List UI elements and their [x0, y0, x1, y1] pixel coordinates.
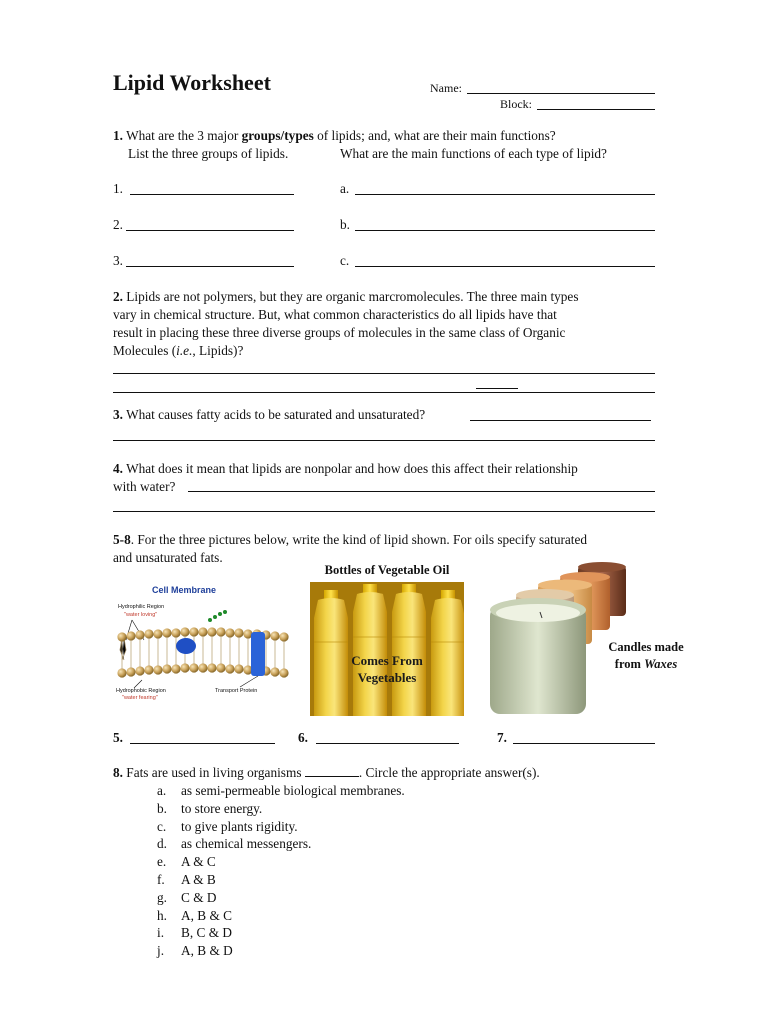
question-2: 2. Lipids are not polymers, but they are organic marcromolecules. The three main types — [113, 289, 579, 304]
question-8-number: 8. — [113, 765, 123, 780]
question-5-8-line-2: and unsaturated fats. — [113, 550, 223, 565]
q8-option[interactable]: c. to give plants rigidity. — [157, 818, 298, 834]
q1-answer-b[interactable] — [355, 230, 655, 231]
q3-answer-line-2[interactable] — [113, 440, 655, 441]
question-5-8: 5-8. For the three pictures below, write the kind of lipid shown. For oils specify saturated — [113, 532, 588, 547]
candles-caption: Candles made from Waxes — [608, 640, 684, 671]
q8-options-list — [157, 782, 405, 960]
q8-option[interactable]: g. C & D — [157, 889, 217, 905]
q1-answer-3[interactable] — [126, 266, 294, 267]
svg-text:Hydrophobic Region: Hydrophobic Region — [116, 688, 166, 694]
question-5-8-number: 5-8 — [113, 532, 131, 547]
answer-6-label: 6. — [298, 730, 308, 745]
question-2-number: 2. — [113, 289, 123, 304]
q8-option[interactable]: e. A & C — [157, 854, 216, 870]
q1-answer-a[interactable] — [355, 194, 655, 195]
q8-option[interactable]: a. as semi-permeable biological membranes. — [157, 783, 405, 798]
oil-bottles-image — [310, 582, 464, 716]
name-label: Name: — [430, 81, 462, 95]
svg-text:"water fearing": "water fearing" — [122, 695, 158, 701]
q1-answer-2[interactable] — [126, 230, 294, 231]
question-1: 1. What are the 3 major groups/types of lipids; and, what are their main functions? — [113, 128, 556, 143]
q4-answer-line-1[interactable] — [188, 491, 655, 492]
q1-item-a: a. — [340, 181, 350, 196]
q1-item-3: 3. — [113, 253, 123, 268]
q1-answer-c[interactable] — [355, 266, 655, 267]
question-2-line-3: result in placing these three diverse groups of molecules in the same class of Organic — [113, 325, 566, 340]
answer-7-label: 7. — [497, 730, 507, 745]
q2-answer-line-1[interactable] — [113, 373, 655, 374]
membrane-title: Cell Membrane — [152, 585, 217, 595]
q8-option[interactable]: f. A & B — [157, 871, 216, 887]
q2-answer-line-2[interactable] — [113, 392, 655, 393]
q8-option[interactable]: j. A, B & D — [157, 943, 233, 959]
name-field[interactable] — [467, 93, 655, 94]
oil-overlay-text: Comes From Vegetables — [351, 653, 423, 685]
q2-answer-mark — [476, 388, 518, 389]
q8-option[interactable]: h. A, B & C — [157, 907, 232, 923]
svg-text:"water loving": "water loving" — [124, 612, 158, 618]
answer-5-field[interactable] — [130, 743, 275, 744]
question-3-number: 3. — [113, 407, 123, 422]
question-2-line-2: vary in chemical structure. But, what common characteristics do all lipids have that — [113, 307, 557, 322]
q1-item-1: 1. — [113, 181, 123, 196]
cell-membrane-image — [112, 580, 290, 710]
q1-item-b: b. — [340, 217, 350, 232]
page-title: Lipid Worksheet — [113, 70, 271, 95]
q1-item-c: c. — [340, 253, 350, 268]
q1-sub-right: What are the main functions of each type of lipid? — [340, 146, 607, 161]
q1-sub-left: List the three groups of lipids. — [128, 146, 289, 161]
cell-membrane-diagram — [112, 580, 290, 710]
q3-answer-line-1[interactable] — [470, 420, 651, 421]
q4-answer-line-2[interactable] — [113, 511, 655, 512]
question-4-number: 4. — [113, 461, 123, 476]
q1-answer-1[interactable] — [130, 194, 294, 195]
q8-blank[interactable] — [305, 764, 359, 777]
question-3: 3. What causes fatty acids to be saturated and unsaturated? — [113, 407, 426, 422]
oil-bottles-photo — [310, 582, 464, 716]
q8-option[interactable]: d. as chemical messengers. — [157, 836, 312, 852]
block-label: Block: — [500, 97, 532, 111]
answer-5-label: 5. — [113, 730, 123, 745]
svg-text:Transport Protein: Transport Protein — [215, 688, 258, 694]
svg-text:Hydrophilic Region: Hydrophilic Region — [118, 604, 165, 610]
q8-option[interactable]: b. to store energy. — [157, 800, 263, 816]
question-4-line-2: with water? — [113, 479, 176, 494]
block-field[interactable] — [537, 109, 655, 110]
question-1-number: 1. — [113, 128, 123, 143]
question-8: 8. Fats are used in living organisms . Circle the appropriate answer(s). — [113, 765, 540, 780]
answer-7-field[interactable] — [513, 743, 655, 744]
oil-image-heading: Bottles of Vegetable Oil — [324, 563, 450, 577]
question-4: 4. What does it mean that lipids are nonpolar and how does this affect their relationship — [113, 461, 578, 476]
q1-item-2: 2. — [113, 217, 123, 232]
answer-6-field[interactable] — [316, 743, 459, 744]
question-2-line-4: Molecules (i.e., Lipids)? — [113, 343, 244, 358]
q8-option[interactable]: i. B, C & D — [157, 925, 232, 941]
